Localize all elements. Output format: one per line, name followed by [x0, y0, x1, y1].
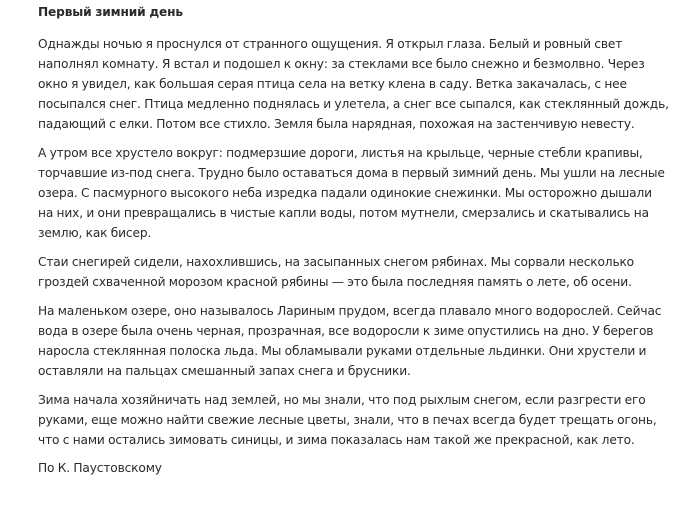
text-line: оставляли на пальцах смешанный запах снега и брусники.: [38, 364, 411, 378]
text-line: Стаи снегирей сидели, нахохлившись, на засыпанных снегом рябинах. Мы сорвали несколько: [38, 255, 634, 269]
text-line: на них, и они превращались в чистые капли воды, потом мутнели, смерзались и скатывались на: [38, 206, 649, 220]
text-line: Зима начала хозяйничать над землей, но мы знали, что под рыхлым снегом, если разгрести его: [38, 393, 646, 407]
author-attribution: По К. Паустовскому: [38, 461, 162, 475]
text-line: что с нами остались зимовать синицы, и зима показалась нам такой же прекрасной, как лето.: [38, 433, 635, 447]
text-line: посыпался снег. Птица медленно поднялась и улетела, а снег все сыпался, как стеклянный дождь,: [38, 97, 669, 111]
paragraph: [38, 390, 683, 450]
text-line: торчавшие из-под снега. Трудно было оставаться дома в первый зимний день. Мы ушли на лесные: [38, 166, 665, 180]
text-line: окно я увидел, как большая серая птица села на ветку клена в саду. Ветка закачалась, с нее: [38, 77, 627, 91]
text-line: гроздей схваченной морозом красной рябины — это была последняя память о лете, об осени.: [38, 275, 632, 289]
text-line: руками, еще можно найти свежие лесные цветы, знали, что в печах всегда будет трещать огонь,: [38, 413, 657, 427]
text-line: озера. С пасмурного высокого неба изредка падали одинокие снежинки. Мы осторожно дышали: [38, 186, 652, 200]
document-title: Первый зимний день: [38, 5, 183, 19]
document-page: [38, 3, 683, 478]
paragraph: [38, 252, 683, 292]
paragraph: [38, 34, 683, 134]
text-line: наросла стеклянная полоска льда. Мы обламывали руками отдельные льдинки. Они хрустели и: [38, 344, 647, 358]
text-line: наполнял комнату. Я встал и подошел к окну: за стеклами все было снежно и безмолвно. Через: [38, 57, 645, 71]
text-line: На маленьком озере, оно называлось Лариным прудом, всегда плавало много водорослей. Сейчас: [38, 304, 662, 318]
text-line: падающий с елки. Потом все стихло. Земля была нарядная, похожая на застенчивую невесту.: [38, 117, 635, 131]
text-line: А утром все хрустело вокруг: подмерзшие дороги, листья на крыльце, черные стебли крапивы,: [38, 146, 643, 160]
text-line: вода в озере была очень черная, прозрачная, все водоросли к зиме опустились на дно. У берегов: [38, 324, 654, 338]
paragraph: [38, 301, 683, 381]
text-line: Однажды ночью я проснулся от странного ощущения. Я открыл глаза. Белый и ровный свет: [38, 37, 623, 51]
text-line: землю, как бисер.: [38, 226, 152, 240]
paragraph: [38, 143, 683, 243]
